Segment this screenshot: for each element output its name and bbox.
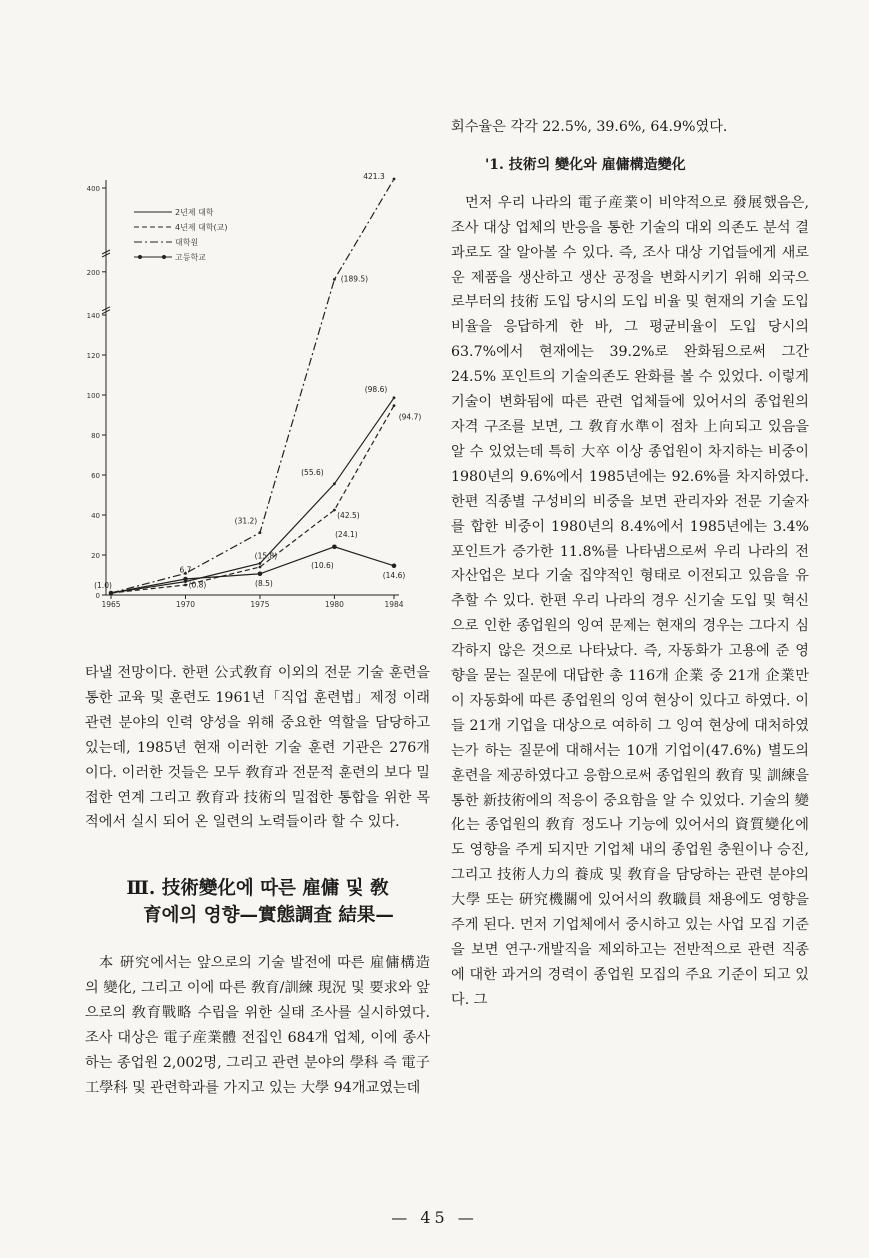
y-tick-label: 40 — [91, 512, 100, 520]
left-column — [85, 661, 430, 1101]
section-title-line-1: Ⅲ. 技術變化에 따른 雇傭 및 敎 — [126, 878, 389, 900]
y-tick-label: 0 — [95, 592, 100, 600]
left-paragraph-1: 타낼 전망이다. 한편 公式敎育 이외의 전문 기술 훈련을 통한 교육 및 훈련도 1961년「직업 훈련법」제정 이래 관련 분야의 인력 양성을 위해 중요한 역할을 담당하고 있는데, 1985년 현재 이러한 기술 훈련 기관은 276개이다. 이러한 것들은 모두 敎育과 전문적 훈련의 보다 밀접한 연계 그리고 敎育과 技術의 밀접한 통합을 위한 목적에서 실시 되어 온 일련의 노력들이라 할 수 있다. — [85, 665, 430, 831]
right-column — [451, 115, 809, 1013]
y-tick-label: 140 — [86, 312, 100, 320]
left-paragraph-2: 本 硏究에서는 앞으로의 기술 발전에 따른 雇傭構造의 變化, 그리고 이에 따른 敎育/訓練 現況 및 要求와 앞으로의 敎育戰略 수립을 위한 실태 조사를 실시하였다. 조사 대상은 電子産業體 전집인 684개 업체, 이에 종사하는 종업원 2,002명, 그리고 관련 분야의 學科 즉 電子工學科 및 관련학과를 가지고 있는 大學 94개교였는데 — [85, 955, 430, 1096]
data-point — [183, 577, 188, 582]
legend-label: 2년제 대학 — [175, 208, 214, 217]
x-tick-label: 1980 — [324, 600, 344, 609]
data-point — [332, 545, 337, 550]
x-tick-label: 1970 — [175, 600, 196, 609]
data-point — [393, 404, 396, 407]
y-tick-label: 120 — [86, 352, 100, 360]
chart-axes — [87, 180, 404, 609]
data-point — [258, 572, 263, 577]
x-tick-label: 1984 — [384, 600, 404, 609]
enrollment-growth-chart — [84, 160, 424, 615]
legend-label: 4년제 대학(교) — [175, 223, 228, 232]
data-label: (42.5) — [337, 511, 360, 520]
data-point — [259, 531, 262, 534]
series-line — [111, 398, 394, 593]
data-label: (94.7) — [398, 412, 422, 422]
right-first-line: 회수율은 각각 22.5%, 39.6%, 64.9%였다. — [451, 119, 728, 135]
x-tick-label: 1975 — [250, 600, 270, 609]
data-label: (189.5) — [340, 274, 369, 284]
data-point — [109, 591, 114, 596]
chart-legend — [134, 207, 228, 262]
legend-label: 대학원 — [175, 238, 199, 247]
data-label: (98.6) — [364, 384, 388, 394]
data-label: 421.3 — [363, 172, 385, 182]
data-point — [333, 482, 336, 485]
y-tick-label: 80 — [91, 432, 100, 440]
data-point — [393, 396, 396, 399]
data-label: (1.0) — [94, 581, 112, 590]
y-tick-label: 20 — [91, 552, 100, 560]
data-point — [184, 584, 187, 587]
y-tick-label: 200 — [86, 268, 100, 277]
chart-data-labels — [94, 172, 421, 590]
y-tick-label: 100 — [86, 392, 100, 400]
legend-marker — [138, 255, 142, 259]
subsection-heading: '1. 技術의 變化와 雇傭構造變化 — [485, 156, 686, 173]
data-point — [259, 562, 262, 565]
y-tick-label: 60 — [91, 472, 100, 480]
data-label: (10.6) — [311, 560, 334, 570]
data-label: (0.8) — [188, 580, 207, 590]
right-paragraph: 먼저 우리 나라의 電子産業이 비약적으로 發展했음은, 조사 대상 업체의 반응을 통한 기술의 대외 의존도 분석 결과로도 잘 알아볼 수 있다. 즉, 조사 대상 기업들에게 새로운 제품을 생산하고 생산 공정을 변화시키기 위해 외국으로부터의 技術 도입 당시의 도입 비율 및 현재의 기술 도입 비율을 응답하게 한 바, 그 평균비율이 도입 당시의 63.7%에서 현재에는 39.2%로 완화됨으로써 그간 24.5% 포인트의 기술의존도 완화를 볼 수 있었다. 이렇게 기술이 변화됨에 따른 관련 업체들에 있어서의 종업원의 자격 구조를 보면, 그 敎育水準이 점차 上向되고 있음을 알 수 있었는데 특히 大卒 이상 종업원이 차지하는 비중이 1980년의 9.6%에서 1985년에는 92.6%를 차지하였다. 한편 직종별 구성비의 비중을 보면 관리자와 전문 기술자를 합한 비중이 1980년의 8.4%에서 1985년에는 3.4% 포인트가 증가한 11.8%를 나타냄으로써 우리 나라의 전자산업은 보다 기술 집약적인 형태로 이전되고 있음을 유추할 수 있다. 한편 우리 나라의 경우 신기술 도입 및 혁신으로 인한 종업원의 잉여 문제는 현재의 경우는 그다지 심각하지 않은 것으로 나타났다. 즉, 자동화가 고용에 준 영향을 묻는 질문에 대답한 총 116개 企業 중 21개 企業만이 자동화에 따른 종업원의 잉여 현상이 있다고 하였다. 이들 21개 기업을 대상으로 여하히 그 잉여 현상에 대처하였는가 하는 질문에 대해서는 10개 기업이(47.6%) 별도의 훈련을 제공하였다고 응함으로써 종업원의 敎育 및 訓練을 통한 新技術에의 적응이 중요함을 알 수 있었다. 기술의 變化는 종업원의 敎育 정도나 기능에 있어서의 資質變化에도 영향을 주게 되지만 기업체 내의 종업원 충원이나 승진, 그리고 技術人力의 養成 및 敎育을 담당하는 관련 분야의 大學 또는 硏究機關에 있어서의 敎職員 채용에도 영향을 주게 된다. 먼저 기업체에서 중시하고 있는 사업 모집 기준을 보면 연구·개발직을 제외하고는 전반적으로 관련 직종에 대한 과거의 경력이 종업원 모집의 주요 기준이 되고 있다. 그 — [451, 194, 809, 1008]
y-tick-label: 400 — [86, 185, 100, 193]
legend-marker — [162, 255, 166, 259]
data-point — [333, 509, 336, 512]
data-label: (8.5) — [255, 579, 273, 588]
data-point — [333, 278, 336, 281]
data-label: 6.7 — [179, 565, 192, 575]
data-label: (24.1) — [335, 529, 358, 539]
data-label: (14.6) — [382, 570, 406, 580]
data-point — [393, 178, 396, 181]
x-tick-label: 1965 — [101, 600, 121, 609]
data-label: (55.6) — [301, 467, 324, 477]
page-number: — 45 — — [391, 1208, 478, 1227]
legend-label: 고등학교 — [175, 253, 206, 262]
data-point — [392, 564, 397, 569]
data-label: (31.2) — [234, 516, 258, 526]
data-point — [259, 566, 262, 569]
section-title-line-2: 育에의 영향—實態調査 結果— — [143, 905, 394, 927]
data-label: (15.8) — [254, 551, 278, 561]
